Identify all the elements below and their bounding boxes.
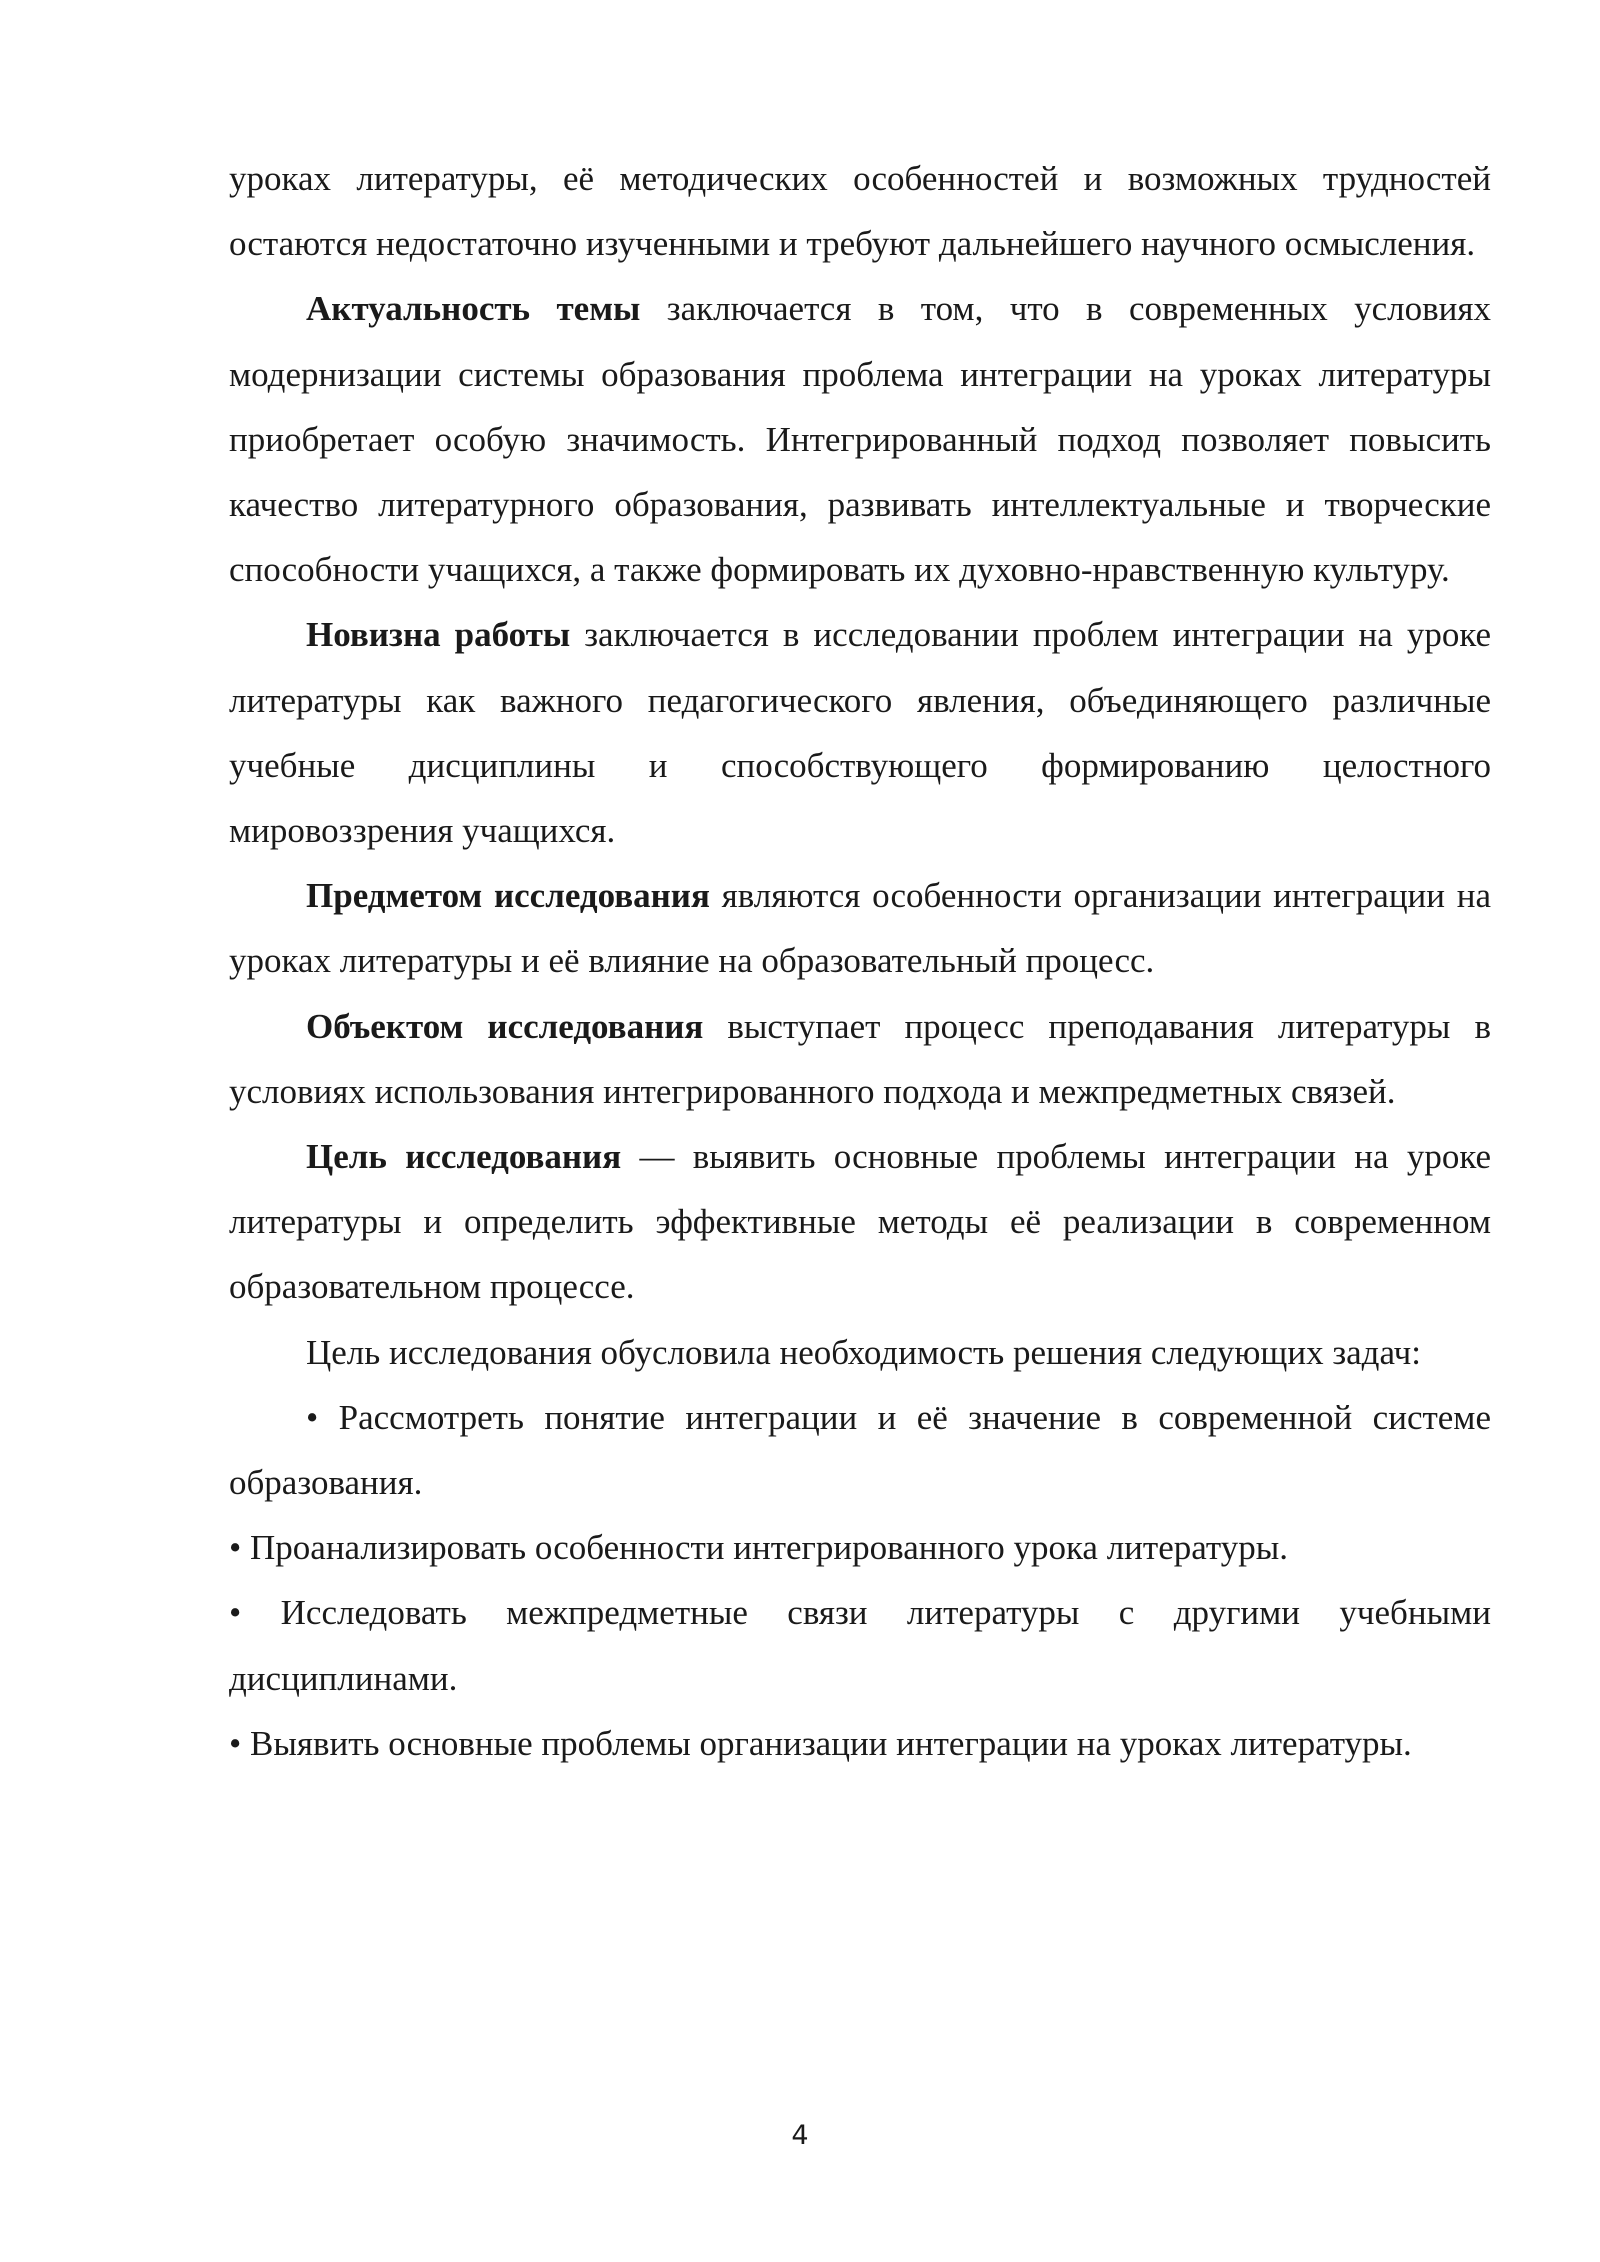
paragraph-text: — выявить основные проблемы интеграции на уроке литературы и определить эффективные методы её реализации в современном образовательном процессе. bbox=[229, 1137, 1491, 1307]
task-text: • Выявить основные проблемы организации интеграции на уроках литературы. bbox=[229, 1723, 1412, 1763]
task-item bbox=[229, 1711, 1491, 1776]
paragraph-heading: Объектом исследования bbox=[306, 1006, 704, 1046]
paragraph-subject bbox=[229, 863, 1491, 993]
paragraph-relevance bbox=[229, 276, 1491, 602]
paragraph-object bbox=[229, 994, 1491, 1124]
paragraph-text: являются особенности организации интеграции на уроках литературы и её влияние на образовательный процесс. bbox=[229, 876, 1491, 981]
paragraph-text: Цель исследования обусловила необходимость решения следующих задач: bbox=[306, 1332, 1421, 1372]
paragraph-tasks-intro bbox=[229, 1320, 1491, 1385]
task-text: • Рассмотреть понятие интеграции и её значение в современной системе образования. bbox=[229, 1397, 1491, 1503]
paragraph-heading: Актуальность темы bbox=[306, 289, 641, 329]
paragraph-novelty bbox=[229, 602, 1491, 863]
paragraph-text: заключается в исследовании проблем интеграции на уроке литературы как важного педагогического явления, объединяющего различные учебные дисциплины и способствующего формированию целостного мировоззрения учащихся. bbox=[229, 615, 1491, 851]
paragraph-heading: Предметом исследования bbox=[306, 876, 710, 916]
page-body bbox=[229, 146, 1491, 1776]
paragraph-text: выступает процесс преподавания литературы в условиях использования интегрированного подхода и межпредметных связей. bbox=[229, 1006, 1492, 1111]
paragraph-continuation bbox=[229, 146, 1491, 276]
task-text: • Проанализировать особенности интегрированного урока литературы. bbox=[229, 1528, 1288, 1568]
task-text: • Исследовать межпредметные связи литературы с другими учебными дисциплинами. bbox=[229, 1593, 1491, 1698]
paragraph-text: заключается в том, что в современных условиях модернизации системы образования проблема интеграции на уроках литературы приобретает особую значимость. Интегрированный подход позволяет повысить качество литературного образования, развивать интеллектуальные и творческие способности учащихся, а также формировать их духовно-нравственную культуру. bbox=[229, 289, 1491, 590]
paragraph-goal bbox=[229, 1124, 1491, 1320]
task-item bbox=[229, 1515, 1491, 1580]
paragraph-text: уроках литературы, её методических особенностей и возможных трудностей остаются недостаточно изученными и требуют дальнейшего научного осмысления. bbox=[229, 159, 1491, 264]
task-item bbox=[229, 1580, 1491, 1710]
page-number: 4 bbox=[791, 2120, 809, 2151]
paragraph-heading: Новизна работы bbox=[306, 615, 571, 655]
paragraph-heading: Цель исследования bbox=[306, 1137, 622, 1177]
task-item bbox=[229, 1385, 1491, 1515]
